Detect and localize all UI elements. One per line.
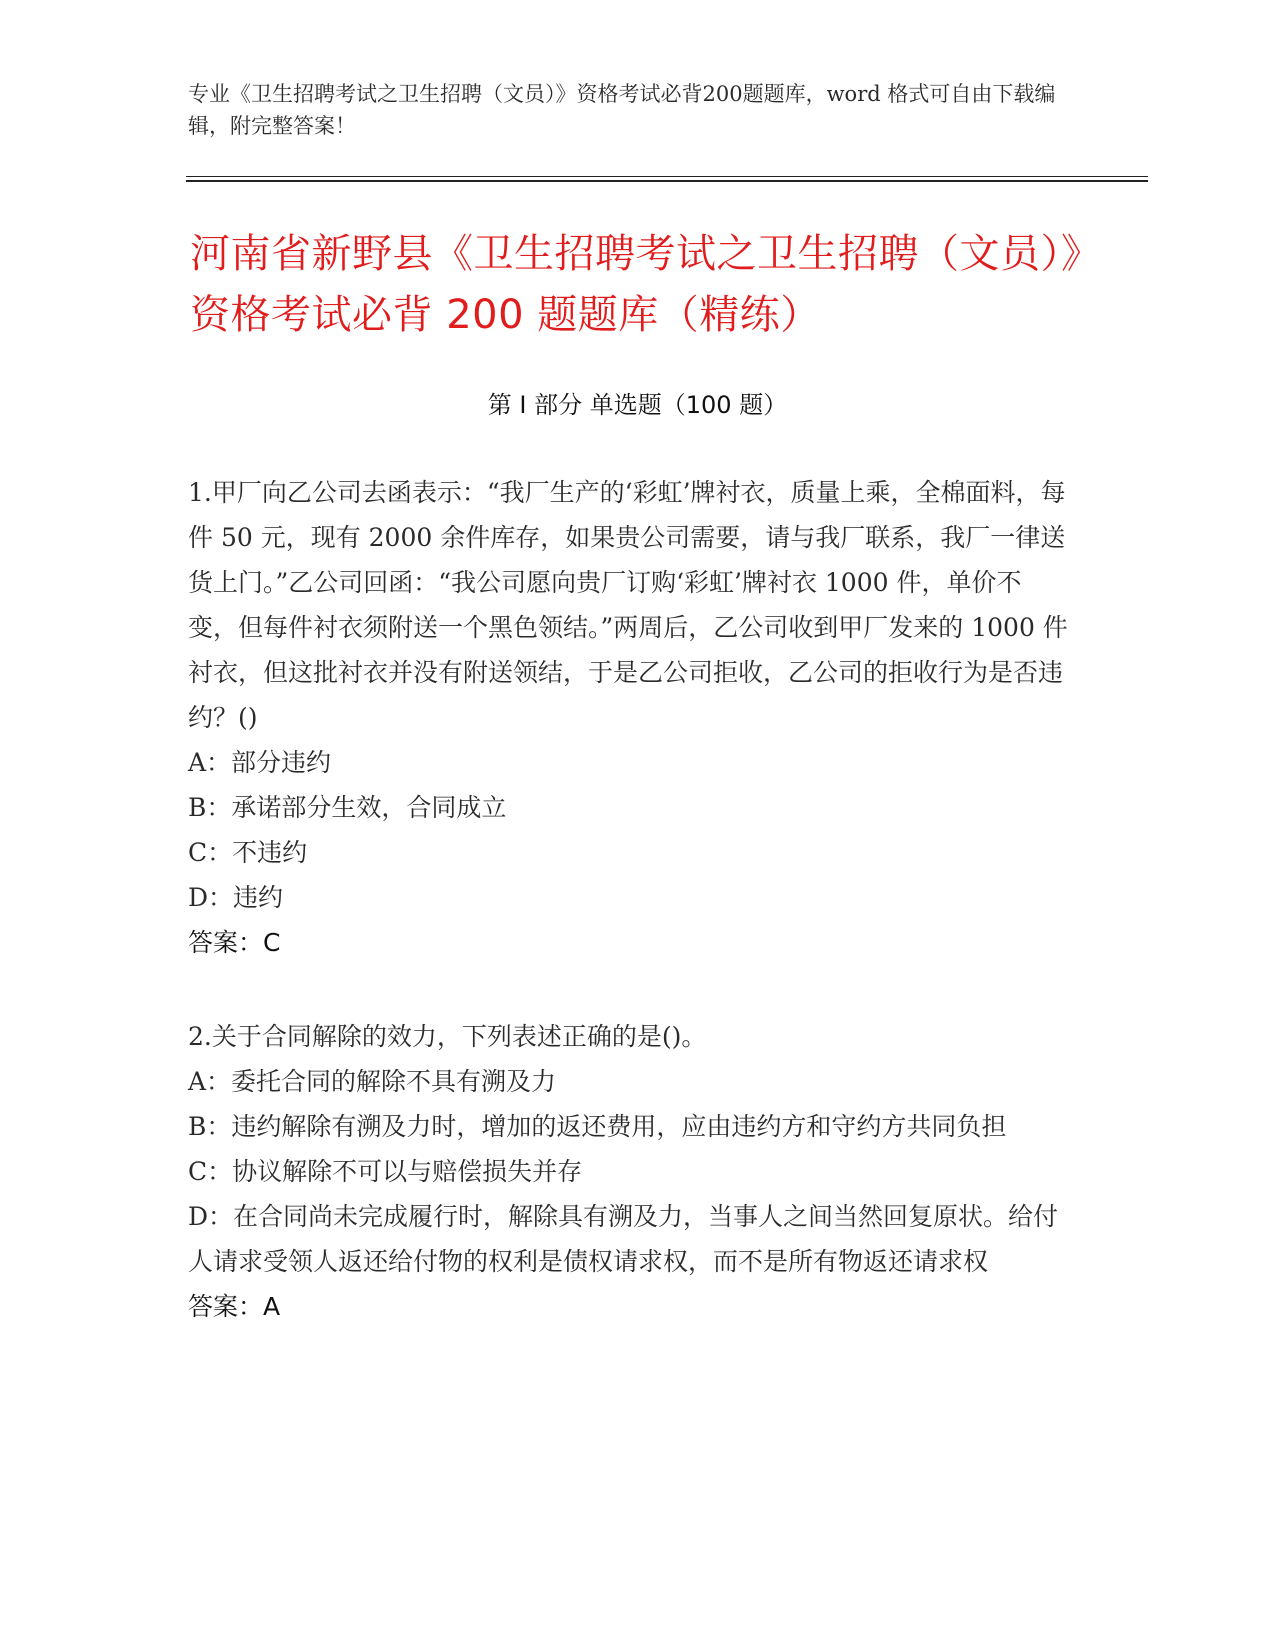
- question-stem: 1.甲厂向乙公司去函表示：“我厂生产的‘彩虹’牌衬衣，质量上乘，全棉面料，每件 50 元，现有 2000 余件库存，如果贵公司需要，请与我厂联系，我厂一律送货上门。”乙公司回函：“我公司愿向贵厂订购‘彩虹’牌衬衣 1000 件，单价不变，但每件衬衣须附送一个黑色领结。”两周后，乙公司收到甲厂发来的 1000 件衬衣，但这批衬衣并没有附送领结，于是乙公司拒收，乙公司的拒收行为是否违约？(): [188, 478, 1068, 732]
- header-divider-thin: [186, 176, 1148, 177]
- option-c: C：不违约: [188, 838, 308, 867]
- option-b: B：承诺部分生效，合同成立: [188, 793, 507, 822]
- question-stem: 2.关于合同解除的效力，下列表述正确的是()。: [188, 1022, 707, 1051]
- option-c: C：协议解除不可以与赔偿损失并存: [188, 1157, 583, 1186]
- question-1: [188, 470, 1068, 965]
- header-divider-thick: [186, 180, 1148, 182]
- question-2: [188, 1014, 1068, 1329]
- answer: 答案：A: [188, 1292, 281, 1321]
- answer: 答案：C: [188, 928, 281, 957]
- option-d: D：违约: [188, 883, 284, 912]
- option-a: A：部分违约: [188, 748, 332, 777]
- option-a: A：委托合同的解除不具有溯及力: [188, 1067, 557, 1096]
- document-title: 河南省新野县《卫生招聘考试之卫生招聘（文员）》资格考试必背 200 题题库（精练）: [190, 231, 1082, 338]
- option-b: B：违约解除有溯及力时，增加的返还费用，应由违约方和守约方共同负担: [188, 1112, 1007, 1141]
- header-note: 专业《卫生招聘考试之卫生招聘（文员）》资格考试必背200题题库，word 格式可自由下载编辑，附完整答案！: [188, 82, 1056, 138]
- section-heading: 第 I 部分 单选题（100 题）: [487, 391, 788, 419]
- option-d: D：在合同尚未完成履行时，解除具有溯及力，当事人之间当然回复原状。给付人请求受领人返还给付物的权利是债权请求权，而不是所有物返还请求权: [188, 1202, 1059, 1276]
